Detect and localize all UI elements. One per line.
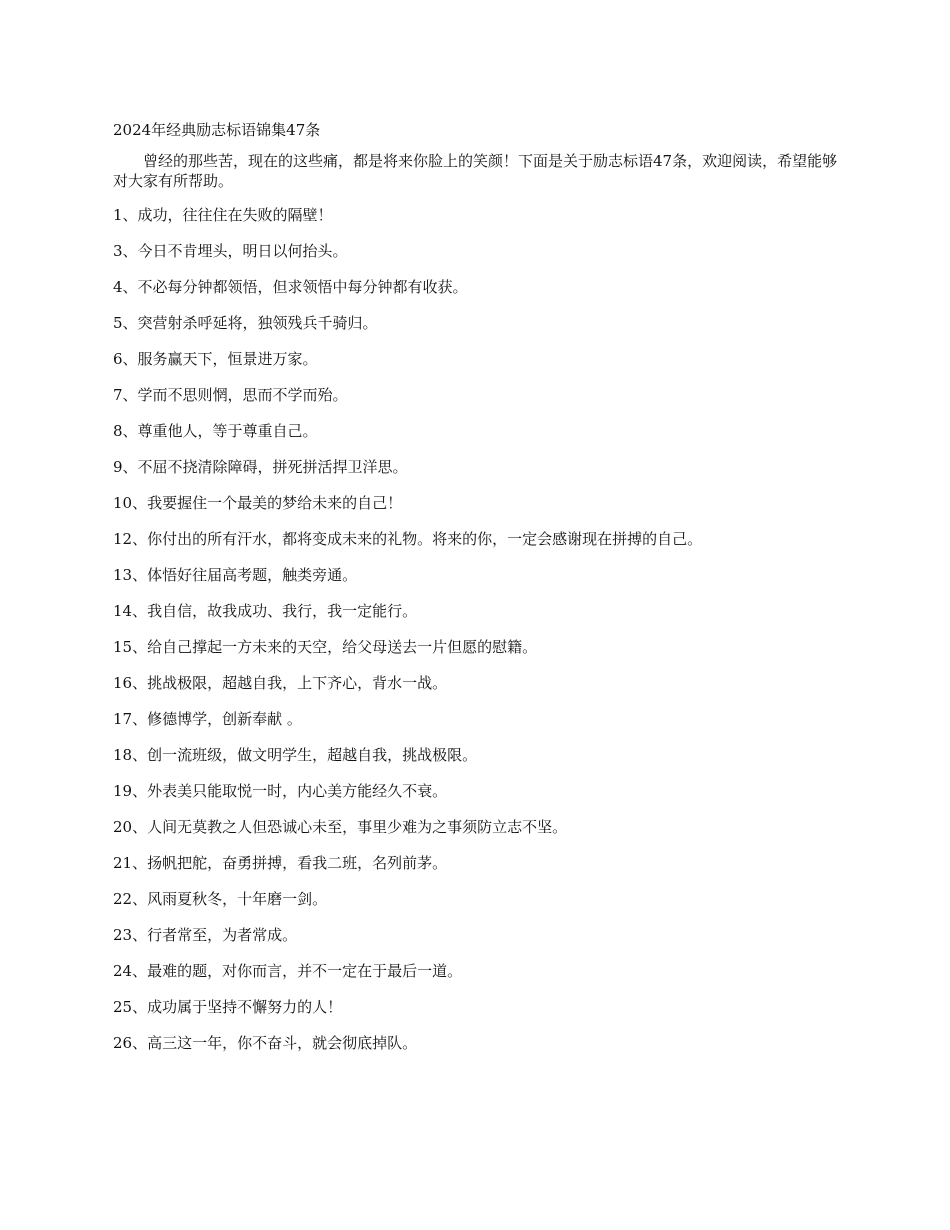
list-item: 5、突营射杀呼延将，独领残兵千骑归。 (113, 314, 378, 332)
list-item: 25、成功属于坚持不懈努力的人！ (113, 998, 343, 1016)
intro-paragraph: 曾经的那些苦，现在的这些痛，都是将来你脸上的笑颜！下面是关于励志标语47条，欢迎阅读，希望能够对大家有所帮助。 (113, 152, 838, 190)
document-body (113, 120, 843, 1069)
list-item: 17、修德博学，创新奉献 。 (113, 710, 302, 728)
list-item: 15、给自己撑起一方未来的天空，给父母送去一片但愿的慰籍。 (113, 638, 538, 656)
list-item: 16、挑战极限，超越自我，上下齐心，背水一战。 (113, 674, 448, 692)
list-item: 23、行者常至，为者常成。 (113, 926, 298, 944)
list-item: 26、高三这一年，你不奋斗，就会彻底掉队。 (113, 1034, 418, 1052)
list-item: 21、扬帆把舵，奋勇拼搏，看我二班，名列前茅。 (113, 854, 448, 872)
list-item: 7、学而不思则惘，思而不学而殆。 (113, 386, 348, 404)
list-item: 14、我自信，故我成功、我行，我一定能行。 (113, 602, 418, 620)
list-item: 22、风雨夏秋冬，十年磨一剑。 (113, 890, 328, 908)
list-item: 13、体悟好往届高考题，触类旁通。 (113, 566, 358, 584)
list-item: 10、我要握住一个最美的梦给未来的自己！ (113, 494, 403, 512)
list-item: 6、服务赢天下，恒景进万家。 (113, 350, 318, 368)
list-item: 1、成功，往往住在失败的隔壁！ (113, 206, 333, 224)
list-item: 8、尊重他人，等于尊重自己。 (113, 422, 318, 440)
list-item: 9、不屈不挠清除障碍，拼死拼活捍卫洋思。 (113, 458, 408, 476)
list-item: 3、今日不肯埋头，明日以何抬头。 (113, 242, 348, 260)
list-item: 4、不必每分钟都领悟，但求领悟中每分钟都有收获。 (113, 278, 468, 296)
list-item: 20、人间无莫教之人但恐诚心未至，事里少难为之事须防立志不坚。 (113, 818, 568, 836)
list-item: 19、外表美只能取悦一时，内心美方能经久不衰。 (113, 782, 448, 800)
list-item: 12、你付出的所有汗水，都将变成未来的礼物。将来的你，一定会感谢现在拼搏的自己。 (113, 530, 703, 548)
document-title: 2024年经典励志标语锦集47条 (113, 121, 321, 139)
list-item: 24、最难的题，对你而言，并不一定在于最后一道。 (113, 962, 463, 980)
list-item: 18、创一流班级，做文明学生，超越自我，挑战极限。 (113, 746, 478, 764)
